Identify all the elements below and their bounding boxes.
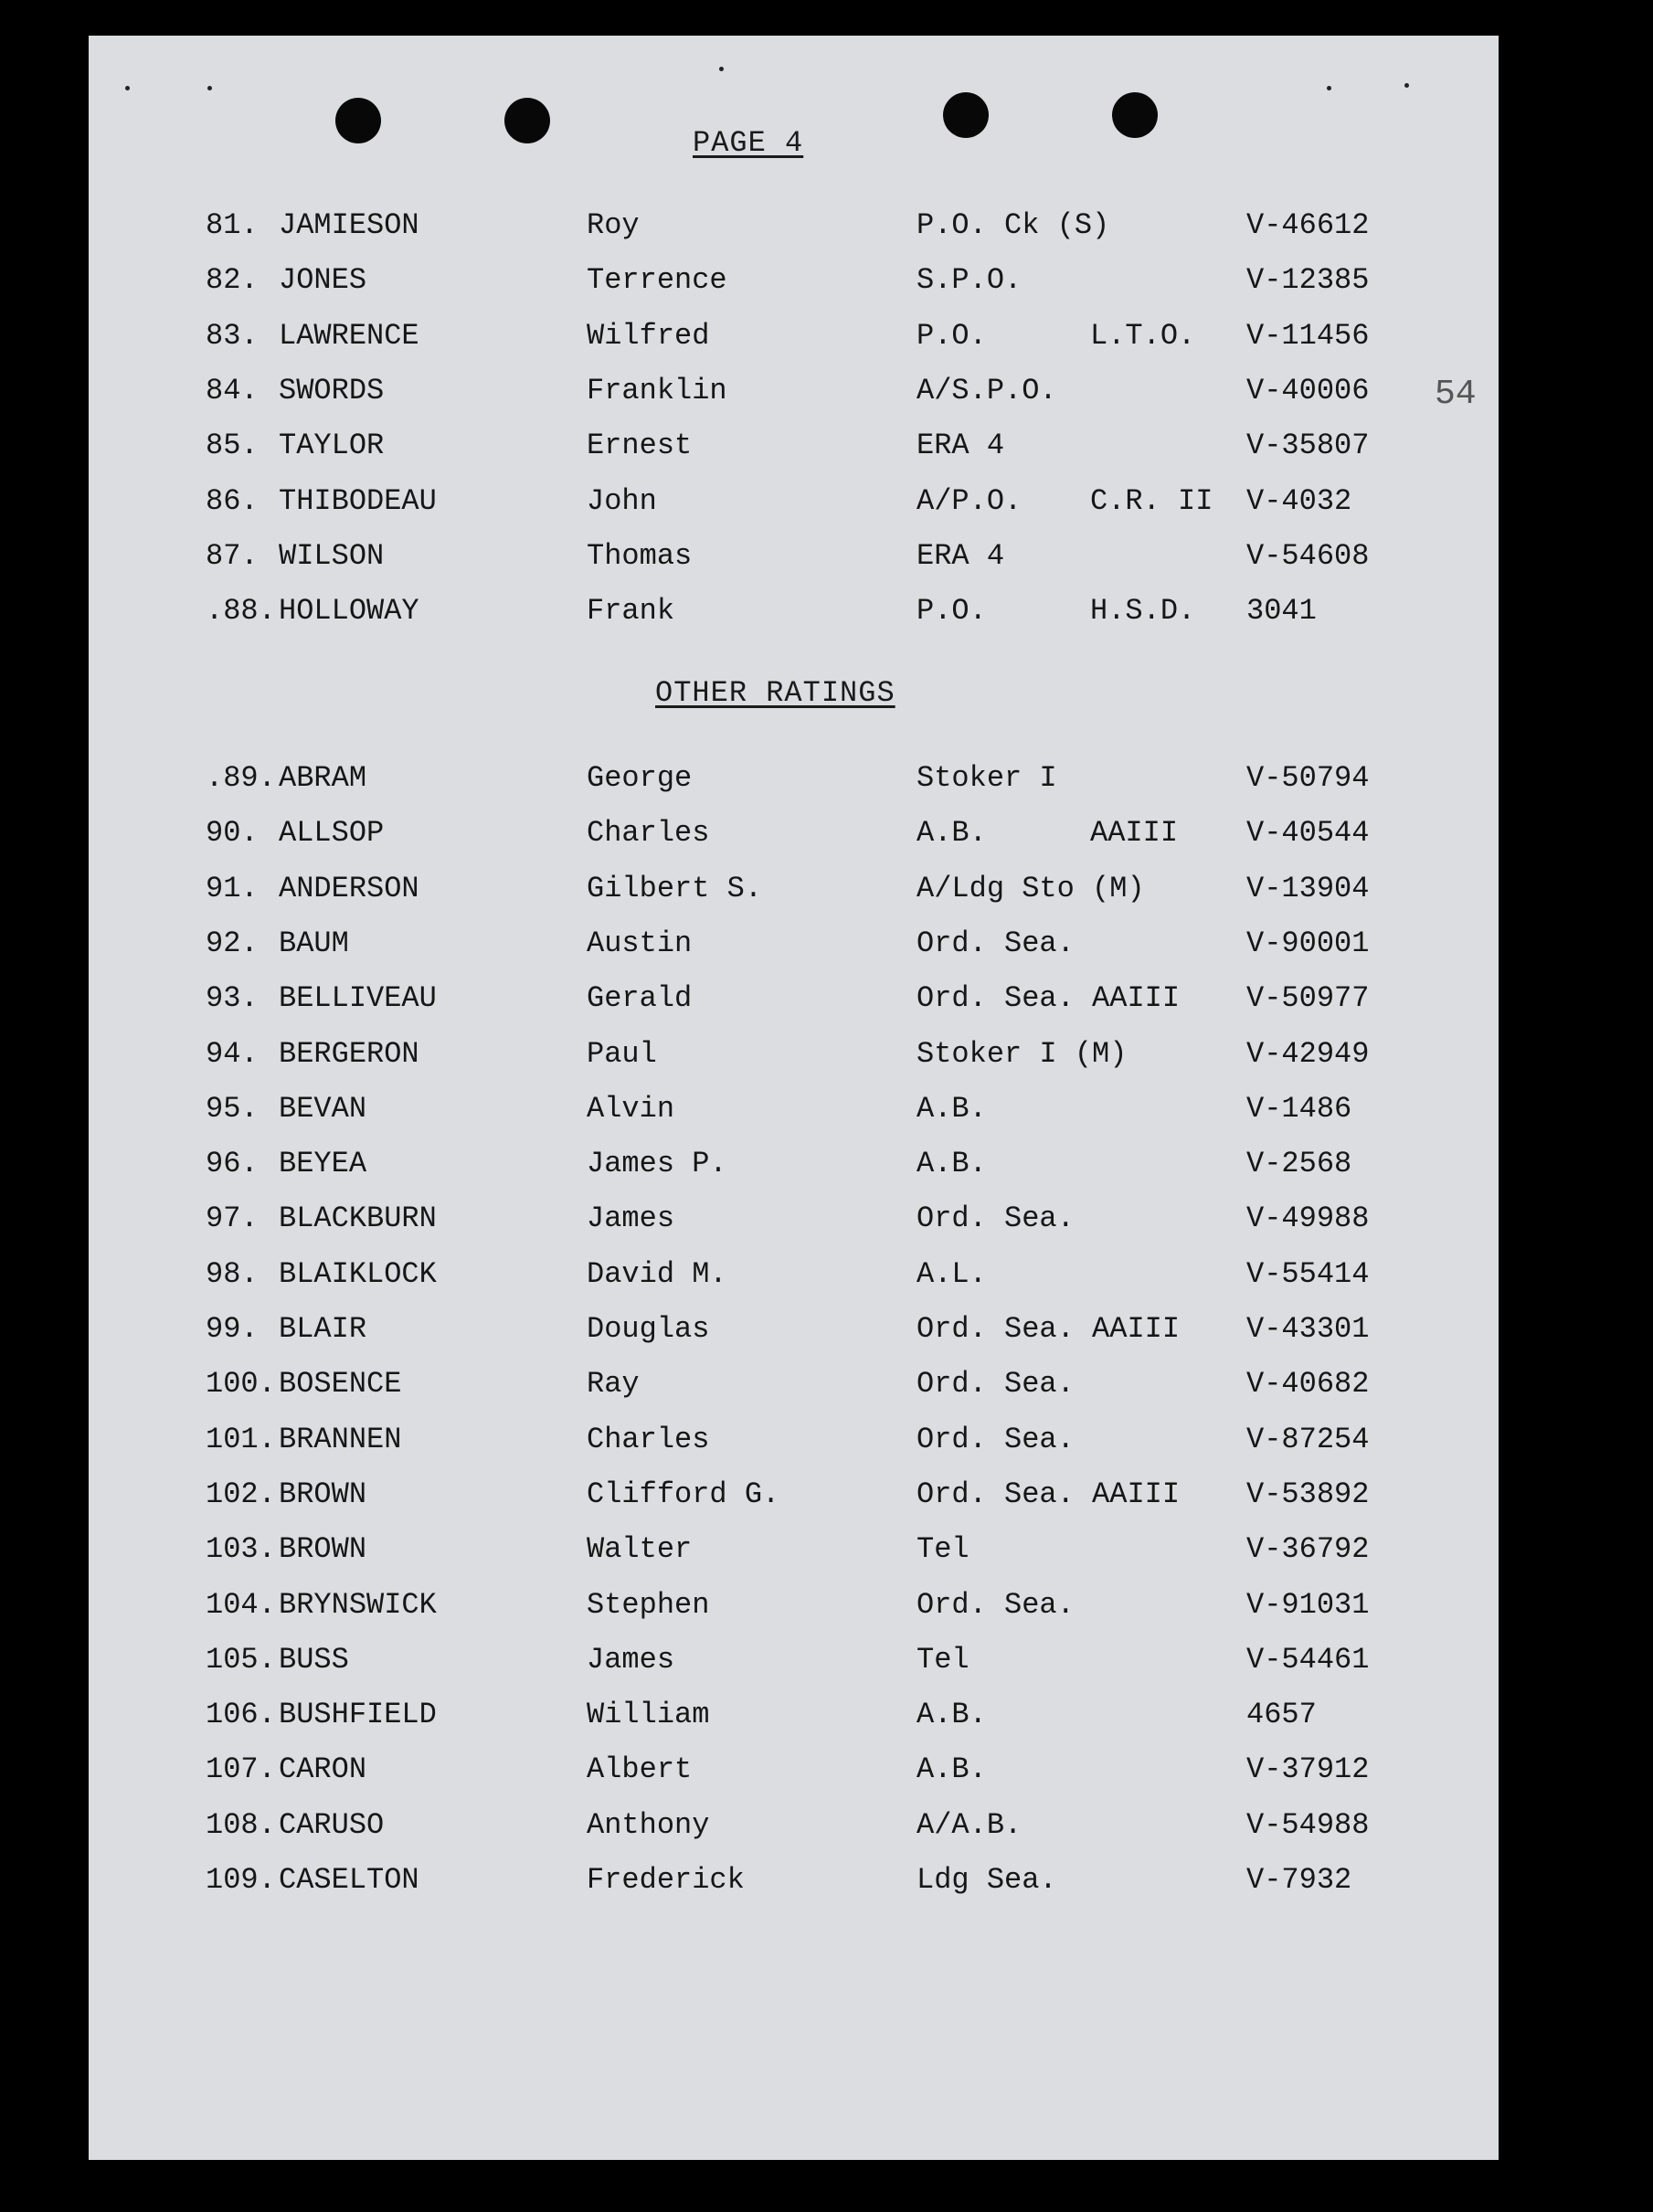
entry-number: 101. [206,1422,276,1456]
list-item [0,1640,1653,1686]
rank: Ldg Sea. [917,1863,1057,1897]
rank: A.B. [917,1091,987,1126]
list-item [0,979,1653,1024]
entry-number: 90. [206,816,259,851]
entry-number: 105. [206,1642,276,1677]
entry-number: 83. [206,318,259,353]
first-name: Albert [587,1752,693,1787]
surname: BEVAN [279,1091,367,1126]
official-number: V-40682 [1246,1367,1370,1402]
official-number: V-54461 [1246,1642,1370,1677]
entry-number: 106. [206,1698,276,1732]
surname: BAUM [279,926,349,960]
surname: SWORDS [279,373,385,407]
list-item [0,869,1653,915]
rank: A/P.O. [917,483,1023,518]
rank: Stoker I (M) [917,1036,1128,1071]
first-name: Ernest [587,429,693,463]
official-number: V-1486 [1246,1091,1352,1126]
official-number: V-40544 [1246,816,1370,851]
entry-number: 108. [206,1807,276,1842]
list-item [0,1089,1653,1135]
official-number: V-50794 [1246,761,1370,795]
rank: Tel [917,1532,970,1567]
list-item [0,813,1653,859]
official-number: V-11456 [1246,318,1370,353]
official-number: V-12385 [1246,263,1370,298]
entry-number: 95. [206,1091,259,1126]
qualification: H.S.D. [1090,594,1196,629]
first-name: Franklin [587,373,727,407]
entry-number: 94. [206,1036,259,1071]
surname: BUSS [279,1642,349,1677]
list-item [0,1420,1653,1466]
first-name: Terrence [587,263,727,298]
rank: Ord. Sea. [917,926,1075,960]
official-number: V-87254 [1246,1422,1370,1456]
rank: Ord. Sea. [917,1201,1075,1236]
first-name: James [587,1642,675,1677]
surname: BRYNSWICK [279,1587,437,1622]
margin-page-number: 54 [1435,375,1477,414]
entry-number: 82. [206,263,259,298]
rank: A.B. [917,1147,987,1181]
qualification: AAIII [1090,816,1179,851]
first-name: Clifford G. [587,1476,780,1511]
rank: Ord. Sea. [917,1587,1075,1622]
first-name: Austin [587,926,693,960]
first-name: Frank [587,594,675,629]
official-number: V-54988 [1246,1807,1370,1842]
official-number: V-40006 [1246,373,1370,407]
entry-number: 107. [206,1752,276,1787]
rank: P.O. Ck (S) [917,208,1110,242]
speck [125,86,130,90]
first-name: Thomas [587,538,693,573]
list-item [0,1254,1653,1300]
entry-number: 87. [206,538,259,573]
first-name: George [587,761,693,795]
official-number: V-2568 [1246,1147,1352,1181]
first-name: Gilbert S. [587,871,763,905]
entry-number: 103. [206,1532,276,1567]
surname: ALLSOP [279,816,385,851]
list-item [0,1750,1653,1795]
first-name: John [587,483,657,518]
rank: Ord. Sea. [917,1367,1075,1402]
list-item [0,1475,1653,1520]
rank: A/A.B. [917,1807,1023,1842]
first-name: Frederick [587,1863,745,1897]
list-item [0,1585,1653,1631]
entry-number: .89. [206,761,276,795]
rank: ERA 4 [917,429,1005,463]
official-number: V-13904 [1246,871,1370,905]
list-item [0,1860,1653,1906]
official-number: V-53892 [1246,1476,1370,1511]
entry-number: 96. [206,1147,259,1181]
rank: A.B. [917,816,987,851]
first-name: David M. [587,1256,727,1291]
rank: P.O. [917,594,987,629]
list-item [0,371,1653,417]
entry-number: .88. [206,594,276,629]
surname: JAMIESON [279,208,419,242]
rank: Ord. Sea. AAIII [917,1312,1181,1346]
surname: CARON [279,1752,367,1787]
rank: A.B. [917,1752,987,1787]
first-name: Wilfred [587,318,710,353]
first-name: Ray [587,1367,640,1402]
entry-number: 86. [206,483,259,518]
page-title: PAGE 4 [693,126,804,160]
list-item [0,1364,1653,1410]
surname: WILSON [279,538,385,573]
surname: BUSHFIELD [279,1698,437,1732]
rank: Tel [917,1642,970,1677]
entry-number: 91. [206,871,259,905]
official-number: V-91031 [1246,1587,1370,1622]
punch-hole [1112,92,1158,138]
official-number: V-42949 [1246,1036,1370,1071]
first-name: Charles [587,816,710,851]
official-number: V-55414 [1246,1256,1370,1291]
official-number: 4657 [1246,1698,1317,1732]
official-number: V-50977 [1246,981,1370,1016]
entry-number: 85. [206,429,259,463]
speck [1327,86,1331,90]
surname: LAWRENCE [279,318,419,353]
rank: Ord. Sea. [917,1422,1075,1456]
first-name: Roy [587,208,640,242]
first-name: Anthony [587,1807,710,1842]
entry-number: 98. [206,1256,259,1291]
surname: BEYEA [279,1147,367,1181]
first-name: Walter [587,1532,693,1567]
list-item [0,1144,1653,1190]
entry-number: 81. [206,208,259,242]
rank: ERA 4 [917,538,1005,573]
surname: BLAIKLOCK [279,1256,437,1291]
official-number: 3041 [1246,594,1317,629]
surname: ANDERSON [279,871,419,905]
list-item [0,591,1653,637]
entry-number: 109. [206,1863,276,1897]
surname: BELLIVEAU [279,981,437,1016]
official-number: V-54608 [1246,538,1370,573]
speck [207,86,212,90]
list-item [0,924,1653,969]
official-number: V-43301 [1246,1312,1370,1346]
list-item [0,1309,1653,1355]
list-item [0,1805,1653,1851]
entry-number: 99. [206,1312,259,1346]
surname: BERGERON [279,1036,419,1071]
surname: HOLLOWAY [279,594,419,629]
entry-number: 92. [206,926,259,960]
rank: P.O. [917,318,987,353]
rank: A/Ldg Sto (M) [917,871,1145,905]
list-item [0,758,1653,804]
surname: CASELTON [279,1863,419,1897]
list-item [0,206,1653,251]
rank: A.L. [917,1256,987,1291]
official-number: V-36792 [1246,1532,1370,1567]
first-name: Gerald [587,981,693,1016]
first-name: Alvin [587,1091,675,1126]
entry-number: 104. [206,1587,276,1622]
section-heading: OTHER RATINGS [655,676,895,710]
list-item [0,1034,1653,1080]
list-item [0,260,1653,306]
surname: BLACKBURN [279,1201,437,1236]
entry-number: 84. [206,373,259,407]
surname: JONES [279,263,367,298]
entry-number: 102. [206,1476,276,1511]
rank: S.P.O. [917,263,1023,298]
surname: BROWN [279,1532,367,1567]
official-number: V-90001 [1246,926,1370,960]
punch-hole [335,98,381,143]
qualification: L.T.O. [1090,318,1196,353]
first-name: Douglas [587,1312,710,1346]
surname: CARUSO [279,1807,385,1842]
official-number: V-37912 [1246,1752,1370,1787]
rank: A.B. [917,1698,987,1732]
official-number: V-7932 [1246,1863,1352,1897]
punch-hole [504,98,550,143]
surname: BLAIR [279,1312,367,1346]
rank: Ord. Sea. AAIII [917,981,1181,1016]
list-item [0,316,1653,362]
official-number: V-49988 [1246,1201,1370,1236]
list-item [0,426,1653,471]
list-item [0,482,1653,527]
official-number: V-4032 [1246,483,1352,518]
surname: BRANNEN [279,1422,402,1456]
punch-hole [943,92,989,138]
first-name: Paul [587,1036,657,1071]
first-name: James [587,1201,675,1236]
qualification: C.R. II [1090,483,1213,518]
speck [1404,83,1409,88]
list-item [0,536,1653,582]
list-item [0,1695,1653,1741]
list-item [0,1529,1653,1575]
list-item [0,1199,1653,1244]
entry-number: 93. [206,981,259,1016]
official-number: V-46612 [1246,208,1370,242]
rank: A/S.P.O. [917,373,1057,407]
speck [719,67,724,71]
surname: TAYLOR [279,429,385,463]
first-name: William [587,1698,710,1732]
surname: BOSENCE [279,1367,402,1402]
first-name: Stephen [587,1587,710,1622]
first-name: Charles [587,1422,710,1456]
official-number: V-35807 [1246,429,1370,463]
surname: BROWN [279,1476,367,1511]
entry-number: 97. [206,1201,259,1236]
surname: THIBODEAU [279,483,437,518]
entry-number: 100. [206,1367,276,1402]
surname: ABRAM [279,761,367,795]
rank: Ord. Sea. AAIII [917,1476,1181,1511]
rank: Stoker I [917,761,1057,795]
first-name: James P. [587,1147,727,1181]
